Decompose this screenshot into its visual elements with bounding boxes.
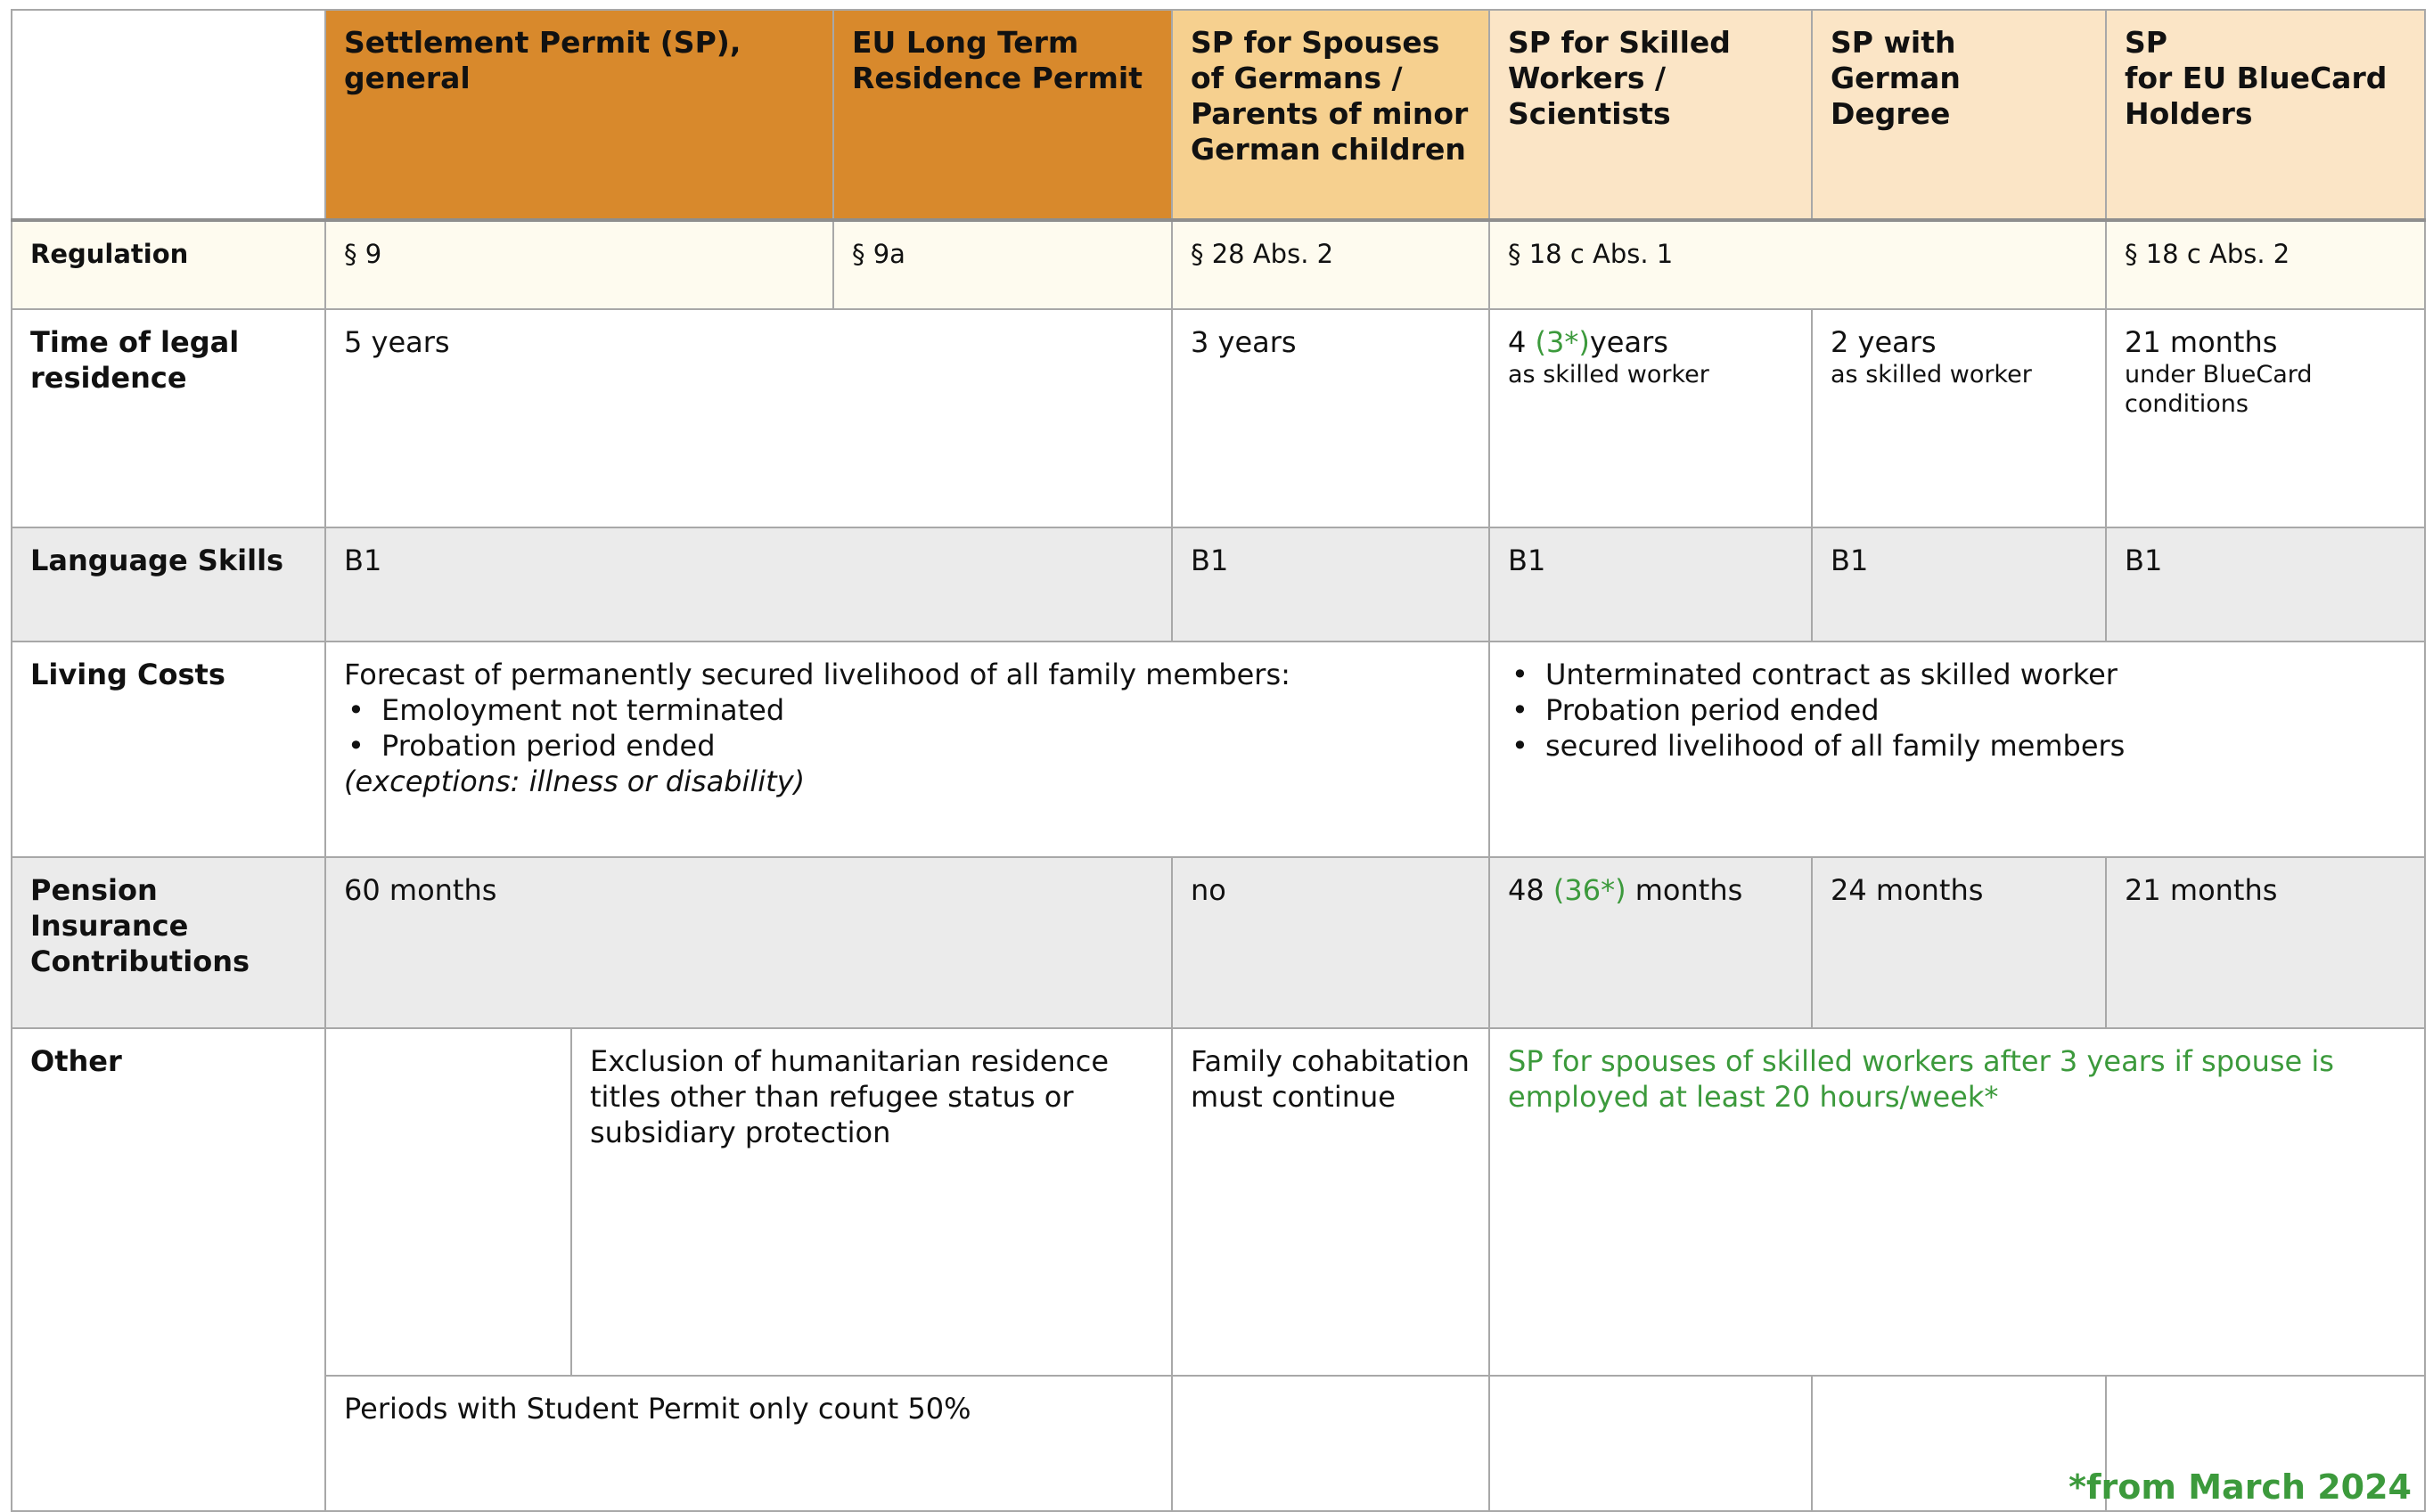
other-sp-general [325, 1028, 571, 1376]
language-bluecard-1: B1 [2106, 527, 2425, 642]
row-label-living: Living Costs [12, 642, 325, 857]
list-item: • Unterminated contract as skilled worker [1508, 657, 2406, 692]
living-left-list [344, 692, 1470, 764]
row-label-other: Other [12, 1028, 325, 1511]
other-eu-long-term: Exclusion of humanitarian residence titles other than refugee status or subsidiary protection [571, 1028, 1172, 1376]
pension-degree: 24 months [1812, 857, 2106, 1028]
language-general: B1 [325, 527, 1172, 642]
other-skilled-note: SP for spouses of skilled workers after 3 years if spouse is employed at least 20 hours/week* [1489, 1028, 2425, 1376]
regulation-eu-long-term: § 9a [833, 220, 1172, 309]
time-bluecard-1 [2106, 309, 2425, 527]
language-degree: B1 [1812, 527, 2106, 642]
regulation-sp-general: § 9 [325, 220, 833, 309]
time-degree-sub: as skilled worker [1831, 361, 2032, 388]
other-spouses: Family cohabitation must continue [1172, 1028, 1489, 1376]
row-living-costs [12, 642, 2425, 857]
time-skilled-unit: years [1589, 325, 1668, 359]
header-sp-general: Settlement Permit (SP), general [325, 10, 833, 220]
living-intro: Forecast of permanently secured livelihood of all family members: [344, 658, 1290, 691]
header-bluecard-text: SP for EU BlueCard Holders [2125, 25, 2388, 131]
pension-general: 60 months [325, 857, 1172, 1028]
time-skilled [1489, 309, 1812, 527]
footnote: *from March 2024 [2068, 1467, 2412, 1507]
living-exceptions-note: (exceptions: illness or disability) [344, 764, 806, 798]
regulation-skilled-degree: § 18 c Abs. 1 [1489, 220, 2106, 309]
regulation-spouses: § 28 Abs. 2 [1172, 220, 1489, 309]
permit-comparison-table [11, 9, 2426, 1512]
row-pension [12, 857, 2425, 1028]
regulation-bluecard: § 18 c Abs. 2 [2106, 220, 2425, 309]
header-bluecard [2106, 10, 2425, 220]
row-label-time: Time of legal residence [12, 309, 325, 527]
other2-skilled [1489, 1376, 1812, 1511]
language-skilled: B1 [1489, 527, 1812, 642]
row-other [12, 1028, 2425, 1376]
pension-skilled-unit: months [1634, 873, 1743, 907]
time-skilled-value: 4 [1508, 325, 1527, 359]
row-time-of-residence [12, 309, 2425, 527]
row-other-2 [12, 1376, 2425, 1511]
list-item: • Emoloyment not terminated [344, 692, 1470, 728]
time-degree-value: 2 years [1831, 325, 1937, 359]
time-skilled-sub: as skilled worker [1508, 361, 1709, 388]
list-item: • secured livelihood of all family members [1508, 728, 2406, 764]
list-item: • Probation period ended [1508, 692, 2406, 728]
time-bluecard-1-value: 21 months [2125, 325, 2278, 359]
row-language-skills [12, 527, 2425, 642]
time-general: 5 years [325, 309, 1172, 527]
pension-skilled-new-value: (36*) [1552, 873, 1626, 907]
time-skilled-new-value: (3*) [1535, 325, 1590, 359]
row-label-regulation: Regulation [12, 220, 325, 309]
other2-degree [1812, 1376, 2106, 1511]
header-spouses: SP for Spouses of Germans / Parents of minor German children [1172, 10, 1489, 220]
time-degree [1812, 309, 2106, 527]
living-skilled [1489, 642, 2425, 857]
header-corner [12, 10, 325, 220]
header-eu-long-term: EU Long Term Residence Permit [833, 10, 1172, 220]
header-german-degree: SP with German Degree [1812, 10, 2106, 220]
time-bluecard-1-sub: under BlueCard conditions [2125, 361, 2313, 418]
row-label-language: Language Skills [12, 527, 325, 642]
list-item: • Probation period ended [344, 728, 1470, 764]
row-label-pension: Pension Insurance Contributions [12, 857, 325, 1028]
living-right-list [1508, 657, 2406, 764]
pension-spouses: no [1172, 857, 1489, 1028]
other2-bluecard [2068, 1376, 2425, 1511]
header-row [12, 10, 2425, 220]
pension-bluecard-1: 21 months [2106, 857, 2425, 1028]
pension-skilled [1489, 857, 1812, 1028]
pension-skilled-value: 48 [1508, 873, 1544, 907]
other-student-permit: Periods with Student Permit only count 50% [325, 1376, 1172, 1511]
time-spouses: 3 years [1172, 309, 1489, 527]
row-regulation [12, 220, 2425, 309]
header-skilled-workers: SP for Skilled Workers / Scientists [1489, 10, 1812, 220]
other2-spouses [1172, 1376, 1489, 1511]
living-general [325, 642, 1489, 857]
language-spouses: B1 [1172, 527, 1489, 642]
